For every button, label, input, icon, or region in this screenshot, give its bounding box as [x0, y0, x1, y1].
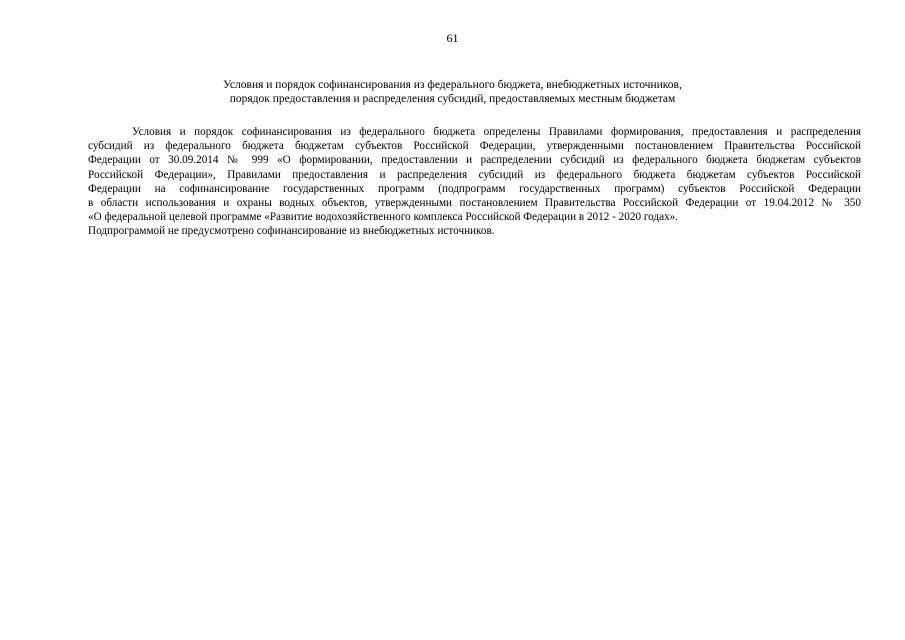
- paragraph-line: Федерации на софинансирование государственных программ (подпрограмм государственных программ) субъектов Российской Федерации: [88, 182, 861, 195]
- page-number: 61: [446, 31, 459, 45]
- paragraph-line: «О федеральной целевой программе «Развитие водохозяйственного комплекса Российской Федерации в 2012 - 2020 годах».: [88, 211, 679, 224]
- paragraph-line: Условия и порядок софинансирования из федерального бюджета определены Правилами формирования, предоставления и распределения: [132, 126, 861, 138]
- paragraph-line: Федерации от 30.09.2014 № 999 «О формировании, предоставлении и распределении субсидий из федерального бюджета бюджетам субъектов: [88, 154, 861, 167]
- section-heading-line-1: Условия и порядок софинансирования из федерального бюджета, внебюджетных источников,: [223, 79, 682, 91]
- body-text: [44, 125, 861, 239]
- paragraph-line: в области использования и охраны водных объектов, утвержденными постановлением Правительства Российской Федерации от 19.04.2012 № 350: [88, 197, 861, 210]
- paragraph-line: Российской Федерации», Правилами предоставления и распределения субсидий из федерального бюджета бюджетам субъектов Российской: [88, 168, 861, 181]
- paragraph-line: субсидий из федерального бюджета бюджетам субъектов Российской Федерации, утвержденными постановлением Правительства Российской: [88, 140, 861, 153]
- section-heading-line-2: порядок предоставления и распределения субсидий, предоставляемых местным бюджетам: [229, 93, 676, 105]
- paragraph-extrabudgetary-note: Подпрограммой не предусмотрено софинансирование из внебюджетных источников.: [88, 225, 495, 238]
- paragraph-cofinancing-conditions: [44, 125, 861, 224]
- section-heading: [90, 78, 815, 106]
